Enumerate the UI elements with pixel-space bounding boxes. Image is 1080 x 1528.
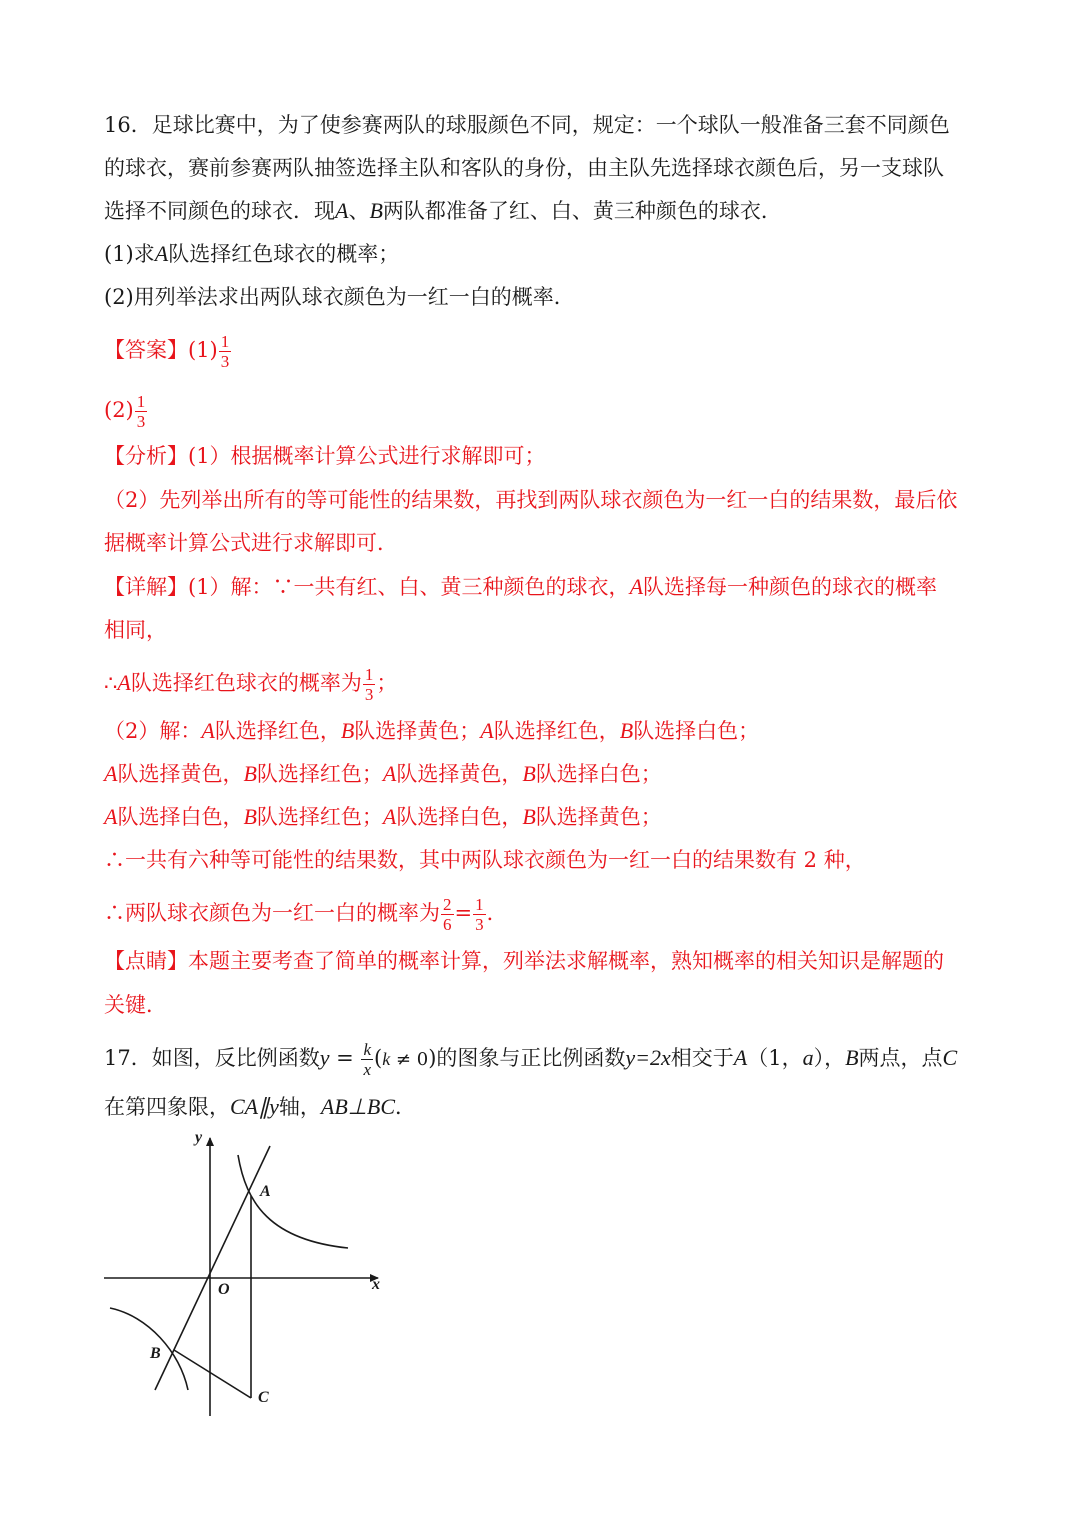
numerator: 1	[364, 665, 374, 684]
var-a-lower: a	[802, 1045, 814, 1070]
var-a: A	[154, 241, 169, 266]
equals: =	[454, 901, 473, 925]
text: (2)用列举法求出两队球衣颜色为一红一白的概率．	[104, 285, 575, 309]
var-b: B	[340, 718, 355, 743]
label-b: B	[150, 1345, 161, 1362]
var-b: B	[243, 804, 257, 829]
detail-line-5	[104, 759, 976, 789]
var-b: B	[845, 1045, 859, 1070]
text: 相交于	[670, 1046, 734, 1070]
segment-bc	[174, 1350, 251, 1398]
text: ∴两队球衣颜色为一红一白的概率为	[104, 901, 440, 925]
answer-part-1-label: (1)	[188, 338, 218, 362]
text: 队选择白色，	[396, 805, 523, 829]
analysis-line-3	[104, 528, 976, 558]
detail-line-1	[104, 572, 976, 602]
not-equal-zero: ≠ 0	[390, 1049, 429, 1070]
function-y-2x: y=2x	[625, 1045, 671, 1070]
text: 队选择红色，	[214, 719, 341, 743]
var-c: C	[942, 1045, 958, 1070]
text: 据概率计算公式进行求解即可．	[104, 531, 398, 555]
text: 选择不同颜色的球衣．现	[104, 199, 335, 223]
var-b: B	[369, 198, 383, 223]
denominator: 3	[364, 685, 374, 704]
text: 队选择红色；	[256, 762, 383, 786]
text: 关键．	[104, 993, 167, 1017]
numerator: k	[363, 1040, 371, 1059]
text: 队选择红色球衣的概率；	[168, 242, 400, 266]
text: 16．足球比赛中，为了使参赛两队的球服颜色不同，规定：一个球队一般准备三套不同颜色	[104, 113, 950, 137]
numerator: 1	[136, 392, 146, 411]
denominator: 3	[475, 915, 484, 934]
detail-line-7	[104, 845, 976, 875]
paren: )	[428, 1046, 437, 1070]
text: 轴，	[278, 1095, 321, 1119]
text: 队选择黄色；	[354, 719, 481, 743]
text: 17．如图，反比例函数	[104, 1046, 320, 1070]
fraction-k-over-x	[361, 1040, 373, 1079]
var-b: B	[619, 718, 634, 743]
text: (1)求	[104, 242, 155, 266]
text: （1，	[747, 1046, 803, 1070]
label-x: x	[372, 1276, 380, 1293]
label-c: C	[258, 1389, 269, 1406]
text: 队选择黄色，	[396, 762, 523, 786]
detail-tag: 【详解】	[104, 575, 188, 599]
text: (1）根据概率计算公式进行求解即可；	[188, 444, 546, 468]
comment-line-1	[104, 946, 976, 976]
text: 队选择红色，	[493, 719, 620, 743]
text: 队选择每一种颜色的球衣的概率	[643, 575, 938, 599]
text: ；	[376, 671, 398, 695]
answer-part-2-label: (2)	[104, 398, 134, 422]
analysis-line-2	[104, 485, 976, 515]
text: ．	[395, 1095, 417, 1119]
text: 相同，	[104, 618, 167, 642]
text: 队选择白色，	[117, 805, 244, 829]
text: （2）解：	[104, 719, 202, 743]
var-a: A	[335, 198, 349, 223]
var-a: A	[201, 718, 215, 743]
text: ∴一共有六种等可能性的结果数，其中两队球衣颜色为一红一白的结果数有 2 种，	[104, 848, 866, 872]
var-a: A	[117, 670, 131, 695]
fraction-two-sixths	[441, 895, 454, 934]
numerator: 1	[220, 332, 230, 351]
detail-line-6	[104, 802, 976, 832]
var-b: B	[243, 761, 257, 786]
q17-stem-line-1	[104, 1040, 976, 1079]
paren: (	[374, 1046, 383, 1070]
var-a: A	[104, 804, 118, 829]
detail-line-3	[104, 665, 976, 704]
analysis-tag: 【分析】	[104, 444, 188, 468]
text: 本题主要考查了简单的概率计算，列举法求解概率，熟知概率的相关知识是解题的	[188, 949, 944, 973]
text: (1）解：∵一共有红、白、黄三种颜色的球衣，	[188, 575, 630, 599]
detail-line-2	[104, 615, 976, 645]
text: ），	[813, 1046, 846, 1070]
text: 两队都准备了红、白、黄三种颜色的球衣．	[382, 199, 782, 223]
text: ．	[486, 901, 508, 925]
label-y: y	[195, 1129, 203, 1146]
analysis-line-1	[104, 441, 976, 471]
text: 的图象与正比例函数	[436, 1046, 626, 1070]
text: 两点，点	[858, 1046, 943, 1070]
denominator: 3	[220, 352, 230, 371]
text: 队选择白色；	[633, 719, 760, 743]
var-a: A	[382, 761, 397, 786]
var-a: A	[104, 761, 118, 786]
detail-line-8	[104, 895, 976, 934]
fraction-one-third	[363, 665, 376, 704]
comment-line-2	[104, 990, 976, 1020]
var-b: B	[522, 804, 536, 829]
therefore: ∴	[104, 671, 118, 695]
label-a: A	[260, 1183, 271, 1200]
hyperbola-branch-q1	[238, 1155, 348, 1248]
text: （2）先列举出所有的等可能性的结果数，再找到两队球衣颜色为一红一白的结果数，最后依	[104, 488, 958, 512]
text: 的球衣，赛前参赛两队抽签选择主队和客队的身份，由主队先选择球衣颜色后，另一支球队	[104, 156, 944, 180]
parallel-expr: CA∥y	[230, 1094, 279, 1119]
text: 队选择白色；	[535, 762, 662, 786]
q16-stem-line-2	[104, 153, 976, 183]
numerator: 2	[443, 895, 452, 914]
var-b: B	[522, 761, 536, 786]
var-a: A	[480, 718, 494, 743]
text: 队选择黄色，	[117, 762, 244, 786]
q16-part-2	[104, 282, 976, 312]
q16-stem-line-3	[104, 196, 976, 226]
q16-stem-line-1	[104, 110, 976, 140]
var-y: y	[319, 1045, 330, 1070]
text: 队选择黄色；	[535, 805, 662, 829]
var-k: k	[382, 1049, 391, 1069]
label-o: O	[218, 1281, 230, 1298]
q17-stem-line-2	[104, 1092, 976, 1122]
text: 队选择红色；	[256, 805, 383, 829]
answer-line-2	[104, 392, 976, 431]
answer-fraction-1	[219, 332, 232, 371]
q16-part-1	[104, 239, 976, 269]
denominator: x	[363, 1060, 371, 1079]
equals: =	[329, 1046, 361, 1070]
text: 、	[348, 199, 370, 223]
var-a: A	[382, 804, 397, 829]
function-graph-figure	[100, 1128, 400, 1420]
answer-tag: 【答案】	[104, 338, 188, 362]
text: 队选择红色球衣的概率为	[130, 671, 362, 695]
perpendicular-expr: AB⊥BC	[320, 1094, 396, 1119]
var-a: A	[733, 1045, 748, 1070]
denominator: 6	[443, 915, 452, 934]
text: 在第四象限，	[104, 1095, 230, 1119]
hyperbola-branch-q3	[110, 1308, 188, 1390]
denominator: 3	[136, 412, 146, 431]
answer-line-1	[104, 332, 976, 371]
comment-tag: 【点睛】	[104, 949, 188, 973]
answer-fraction-2	[135, 392, 148, 431]
numerator: 1	[475, 895, 484, 914]
fraction-one-third	[473, 895, 486, 934]
var-a: A	[629, 574, 644, 599]
detail-line-4	[104, 716, 976, 746]
